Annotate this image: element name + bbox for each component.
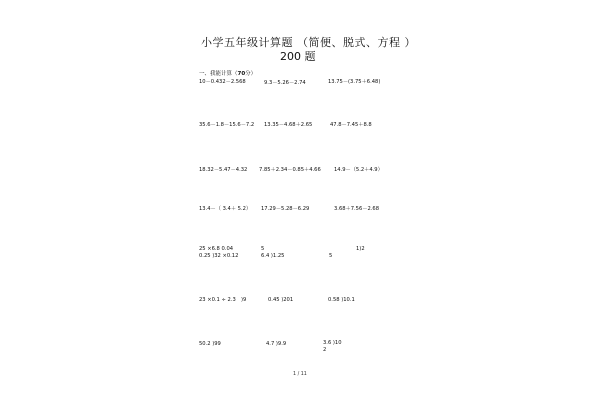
problem-r6c2: 0.45 )201 (268, 297, 294, 303)
section-heading (199, 72, 256, 78)
problem-r7c3-line2: 2 (323, 347, 327, 353)
problem-r6c1: 23 ×0.1 ÷ 2.3 (199, 297, 236, 303)
page-title: 小学五年级计算题 （简便、脱式、方程 ） (201, 36, 416, 49)
problem-r4c1: 13.4－（ 3.4＋ 5.2） (199, 206, 252, 212)
section-prefix: 一、我能计算（ (199, 71, 238, 77)
section-suffix: 分） (245, 71, 257, 77)
problem-r5c2-line1: 5 (261, 246, 265, 252)
problem-r1c2: 9.3－5.26－2.74 (264, 80, 306, 86)
problem-r3c2: 7.85＋2.34－0.85＋4.66 (259, 167, 321, 173)
problem-r5c2-line2: 6.4 )1.25 (261, 253, 285, 259)
page-number: 1 / 11 (293, 372, 307, 377)
problem-r6c3: 0.58 )10.1 (328, 297, 355, 303)
problem-r2c1: 35.6－1.8－15.6－7.2 (199, 122, 255, 128)
problem-r3c1: 18.32－5.47－4.32 (199, 167, 248, 173)
problem-r4c2: 17.29－5.28－6.29 (261, 206, 310, 212)
problem-r1c3: 13.75－(3.75＋6.48) (328, 79, 381, 85)
problem-r5c3-line1: 1)2 (356, 246, 365, 252)
section-points: 70 (237, 71, 246, 77)
problem-r7c2: 4.7 )9.9 (266, 341, 287, 347)
problem-r4c3: 3.68＋7.56－2.68 (334, 206, 380, 212)
problem-r2c3: 47.8－7.45＋8.8 (330, 122, 372, 128)
problem-r7c3-line1: 3.6 )10 (323, 340, 342, 346)
problem-r7c1: 50.2 )99 (199, 341, 221, 347)
problem-r2c2: 13.35－4.68＋2.65 (264, 122, 313, 128)
page-subtitle: 200 题 (280, 50, 316, 63)
problem-r5c1-line2: 0.25 )32 ×0.12 (199, 253, 239, 259)
problem-r5c3-line2: 5 (329, 253, 333, 259)
problem-r6c1-extra: )9 (241, 297, 247, 303)
problem-r1c1: 10－0.432－2.568 (199, 79, 246, 85)
problem-r3c3: 14.9－（5.2＋4.9） (334, 167, 383, 173)
problem-r5c1-line1: 25 ×6.8 0.04 (199, 246, 234, 252)
